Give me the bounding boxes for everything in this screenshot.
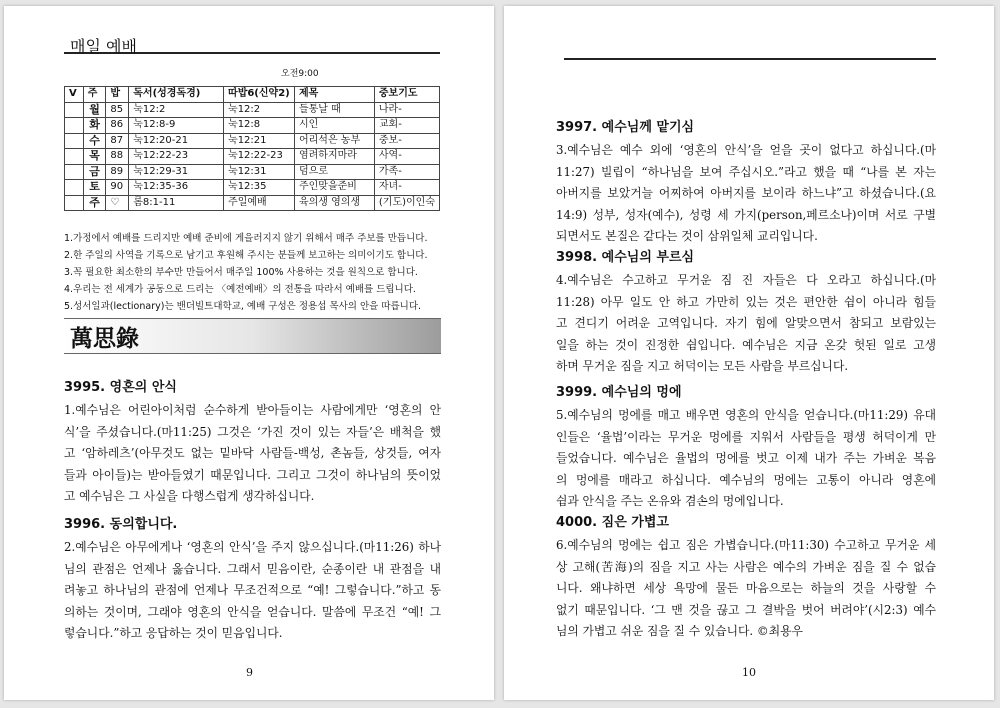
body-line: 님의 가볍고 쉬운 짐을 질 수 있습니다. ©최용우 bbox=[556, 624, 803, 638]
table-cell: 육의생 영의생 bbox=[294, 195, 374, 211]
body-line: 니다. 왜냐하면 세상 욕망에 물든 마음으로는 하늘의 것을 사랑할 수 bbox=[556, 581, 936, 595]
column-header: 따밥6(신약2) bbox=[224, 87, 295, 103]
day-cell: 목 bbox=[83, 149, 106, 165]
table-row bbox=[65, 133, 440, 149]
table-cell: 덤으로 bbox=[294, 164, 374, 180]
body-line: 5.예수님의 멍에를 매고 배우면 영혼의 안식을 얻습니다.(마11:29) 유대 bbox=[556, 408, 936, 422]
table-row bbox=[65, 180, 440, 196]
table-row bbox=[65, 102, 440, 118]
check-cell bbox=[65, 133, 84, 149]
day-cell: 금 bbox=[83, 164, 106, 180]
table-cell: 시인 bbox=[294, 118, 374, 134]
table-cell: 들통날 때 bbox=[294, 102, 374, 118]
section-body bbox=[556, 405, 936, 513]
table-cell: (기도)이인숙 bbox=[374, 195, 439, 211]
body-line: 일을 하는 것이 진정한 쉼입니다. 예수님은 지금 온갖 헛된 일로 고생 bbox=[556, 337, 936, 352]
table-cell: 눅12:22-23 bbox=[224, 149, 295, 165]
table-cell: 86 bbox=[106, 118, 129, 134]
note-item: 5.성서일과(lectionary)는 밴더빌트대학교, 예배 구성은 정용섭 목사의 안을 따릅니다. bbox=[64, 301, 422, 312]
body-line: 4.예수님은 수고하고 무거운 짐 진 자들은 다 오라고 하십니다.(마 bbox=[556, 273, 936, 287]
section-body bbox=[64, 400, 441, 508]
column-header: 독서(성경독경) bbox=[129, 87, 224, 103]
table-cell: 85 bbox=[106, 102, 129, 118]
note-item: 3.꼭 필요한 최소한의 부수만 만들어서 매주일 100% 사용하는 것을 원칙으로 합니다. bbox=[64, 267, 418, 278]
table-cell: 눅12:35 bbox=[224, 180, 295, 196]
column-header: 중보기도 bbox=[374, 87, 439, 103]
body-line: 상 고해(苦海)의 짐을 지고 사는 사람은 예수의 가벼운 짐을 질 수 없습 bbox=[556, 559, 936, 574]
table-row bbox=[65, 195, 440, 211]
body-line: 11:27) 빌립이 “하나님을 보여 주십시오.”라고 했을 때 “나를 본 자는 bbox=[556, 164, 936, 179]
table-cell: 눅12:20-21 bbox=[129, 133, 224, 149]
table-cell: 눅12:2 bbox=[129, 102, 224, 118]
section-body bbox=[556, 270, 936, 378]
day-cell: 수 bbox=[83, 133, 106, 149]
body-line: 아버지를 보았거늘 어찌하여 아버지를 보이라 하느냐”고 하셨습니다.(요 bbox=[556, 186, 936, 200]
section-4000 bbox=[556, 511, 936, 643]
note-item: 1.가정에서 예배를 드리지만 예배 준비에 게을러지지 않기 위해서 매주 주보를 만듭니다. bbox=[64, 233, 428, 244]
section-heading: 3995. 영혼의 안식 bbox=[64, 380, 177, 395]
page-number: 9 bbox=[246, 666, 253, 679]
section-heading: 3998. 예수님의 부르심 bbox=[556, 250, 695, 265]
worship-title: 매일 예배 bbox=[70, 37, 137, 56]
body-line: 없기 때문입니다. ‘그 맨 것을 끊고 그 결박을 벗어 버려야’(시2:3) 예수 bbox=[556, 602, 936, 617]
body-line: 11:28) 아무 일도 안 하고 가만히 있는 것은 편안한 쉼이 아니라 힘들 bbox=[556, 294, 936, 309]
body-line: 2.예수님은 아무에게나 ‘영혼의 안식’을 주지 않으십니다.(마11:26) 하나 bbox=[64, 540, 441, 554]
column-header: 밥 bbox=[106, 87, 129, 103]
table-cell: 주인맞을준비 bbox=[294, 180, 374, 196]
body-line: 3.예수님은 예수 외에 ‘영혼의 안식’을 얻을 곳이 없다고 하십니다.(마 bbox=[556, 143, 936, 157]
page-number: 10 bbox=[742, 666, 756, 679]
left-page bbox=[4, 6, 494, 700]
table-cell: 눅12:2 bbox=[224, 102, 295, 118]
check-cell bbox=[65, 180, 84, 196]
table-cell: 염려하지마라 bbox=[294, 149, 374, 165]
note-item: 2.한 주일의 사역을 기록으로 남기고 후원해 주시는 분들께 보고하는 의미이기도 합니다. bbox=[64, 250, 428, 261]
section-3995 bbox=[64, 376, 441, 508]
body-line: 고 견디기 어려운 고역입니다. 자기 힘에 알맞으면서 참되고 보람있는 bbox=[556, 316, 936, 330]
table-cell: 90 bbox=[106, 180, 129, 196]
body-line: 1.예수님은 어린아이처럼 순수하게 받아들이는 사람에게만 ‘영혼의 안 bbox=[64, 403, 441, 417]
section-body bbox=[64, 537, 441, 645]
day-cell: 주 bbox=[83, 195, 106, 211]
table-cell: 교회- bbox=[374, 118, 439, 134]
body-line: 들었습니다. 예수님은 율법의 멍에를 벗고 이제 내가 주는 가벼운 복음 bbox=[556, 451, 936, 465]
body-line: 쉼과 안식을 주는 온유와 겸손의 멍에입니다. bbox=[556, 494, 784, 508]
body-line: 14:9) 성부, 성자(예수), 성령 세 가지(person,페르소나)이며 서로 구별 bbox=[556, 207, 936, 222]
right-page bbox=[504, 6, 994, 700]
section-body bbox=[556, 535, 936, 643]
section-3997 bbox=[556, 116, 936, 248]
table-cell: 가족- bbox=[374, 164, 439, 180]
table-cell: 눅12:31 bbox=[224, 164, 295, 180]
table-cell: 눅12:21 bbox=[224, 133, 295, 149]
top-rule bbox=[564, 58, 936, 60]
body-line: 렇습니다.”하고 응답하는 것이 믿음입니다. bbox=[64, 626, 283, 640]
table-row bbox=[65, 118, 440, 134]
column-header: 주 bbox=[83, 87, 106, 103]
body-line: 님의 관점은 언제나 옳습니다. 그래서 믿음이란, 순종이란 내 관점을 내 bbox=[64, 561, 441, 576]
body-line: 의하는 것이며, 그래야 영혼의 안식을 얻습니다. 말씀에 무조건 “예! 그 bbox=[64, 604, 441, 619]
table-cell: ♡ bbox=[106, 195, 129, 211]
banner-bar bbox=[64, 318, 441, 354]
table-cell: 주일예배 bbox=[224, 195, 295, 211]
body-line: 의 멍에를 매라고 하십니다. 예수님의 멍에는 고통이 아니라 영혼에 bbox=[556, 472, 936, 487]
table-row bbox=[65, 149, 440, 165]
banner-title: 萬思錄 bbox=[70, 325, 139, 352]
body-line: 고 ‘암하레츠’(아무것도 없는 밑바닥 사람들-백성, 촌놈들, 상것들, 여자 bbox=[64, 446, 441, 460]
body-line: 식’을 주셨습니다.(마11:25) 그것은 ‘가진 것이 있는 자들’은 배척을 했 bbox=[64, 424, 441, 439]
table-cell: 나라- bbox=[374, 102, 439, 118]
body-line: 6.예수님의 멍에는 쉽고 짐은 가볍습니다.(마11:30) 수고하고 무거운 세 bbox=[556, 538, 936, 552]
body-line: 되면서도 본질은 같다는 것이 삼위일체 교리입니다. bbox=[556, 229, 818, 243]
body-line: 려놓고 하나님의 관점에 언제나 무조건적으로 “예! 그렇습니다.”하고 동 bbox=[64, 583, 441, 597]
section-heading: 3996. 동의합니다. bbox=[64, 517, 178, 532]
section-body bbox=[556, 140, 936, 248]
table-cell: 눅12:29-31 bbox=[129, 164, 224, 180]
table-cell: 88 bbox=[106, 149, 129, 165]
check-cell bbox=[65, 102, 84, 118]
day-cell: 토 bbox=[83, 180, 106, 196]
table-cell: 중보- bbox=[374, 133, 439, 149]
check-cell bbox=[65, 118, 84, 134]
day-cell: 월 bbox=[83, 102, 106, 118]
table-cell: 87 bbox=[106, 133, 129, 149]
column-header: 제목 bbox=[294, 87, 374, 103]
table-cell: 89 bbox=[106, 164, 129, 180]
section-heading: 3997. 예수님께 맡기심 bbox=[556, 120, 695, 135]
section-3999 bbox=[556, 381, 936, 513]
body-line: 들과 아이들)는 받아들였기 때문입니다. 그리고 그것이 하나님의 뜻이었 bbox=[64, 467, 441, 482]
table-cell: 롬8:1-11 bbox=[129, 195, 224, 211]
table-cell: 어리석은 농부 bbox=[294, 133, 374, 149]
check-cell bbox=[65, 164, 84, 180]
notes-list bbox=[64, 230, 449, 315]
table-cell: 눅12:8 bbox=[224, 118, 295, 134]
body-line: 인들은 ‘율법’이라는 무거운 멍에를 지워서 사람들을 평생 허덕이게 만 bbox=[556, 429, 936, 444]
worship-schedule-table bbox=[64, 86, 440, 211]
check-cell bbox=[65, 149, 84, 165]
check-cell bbox=[65, 195, 84, 211]
section-heading: 4000. 짐은 가볍고 bbox=[556, 515, 669, 530]
worship-time: 오전9:00 bbox=[281, 69, 319, 79]
table-cell: 눅12:35-36 bbox=[129, 180, 224, 196]
note-item: 4.우리는 전 세계가 공동으로 드리는 〈예전예배〉의 전통을 따라서 예배를 드립니다. bbox=[64, 284, 416, 295]
section-3998 bbox=[556, 246, 936, 378]
table-row bbox=[65, 164, 440, 180]
body-line: 하며 무거운 짐을 지고 허덕이는 모든 사람을 부르십니다. bbox=[556, 359, 849, 373]
table-header-row bbox=[65, 87, 440, 103]
body-line: 고 예수님은 그 사실을 다행스럽게 생각하십니다. bbox=[64, 489, 315, 503]
table-cell: 눅12:22-23 bbox=[129, 149, 224, 165]
section-3996 bbox=[64, 513, 441, 645]
table-cell: 자녀- bbox=[374, 180, 439, 196]
day-cell: 화 bbox=[83, 118, 106, 134]
table-cell: 눅12:8-9 bbox=[129, 118, 224, 134]
section-heading: 3999. 예수님의 멍에 bbox=[556, 385, 682, 400]
column-header: V bbox=[65, 87, 84, 103]
table-cell: 사역- bbox=[374, 149, 439, 165]
